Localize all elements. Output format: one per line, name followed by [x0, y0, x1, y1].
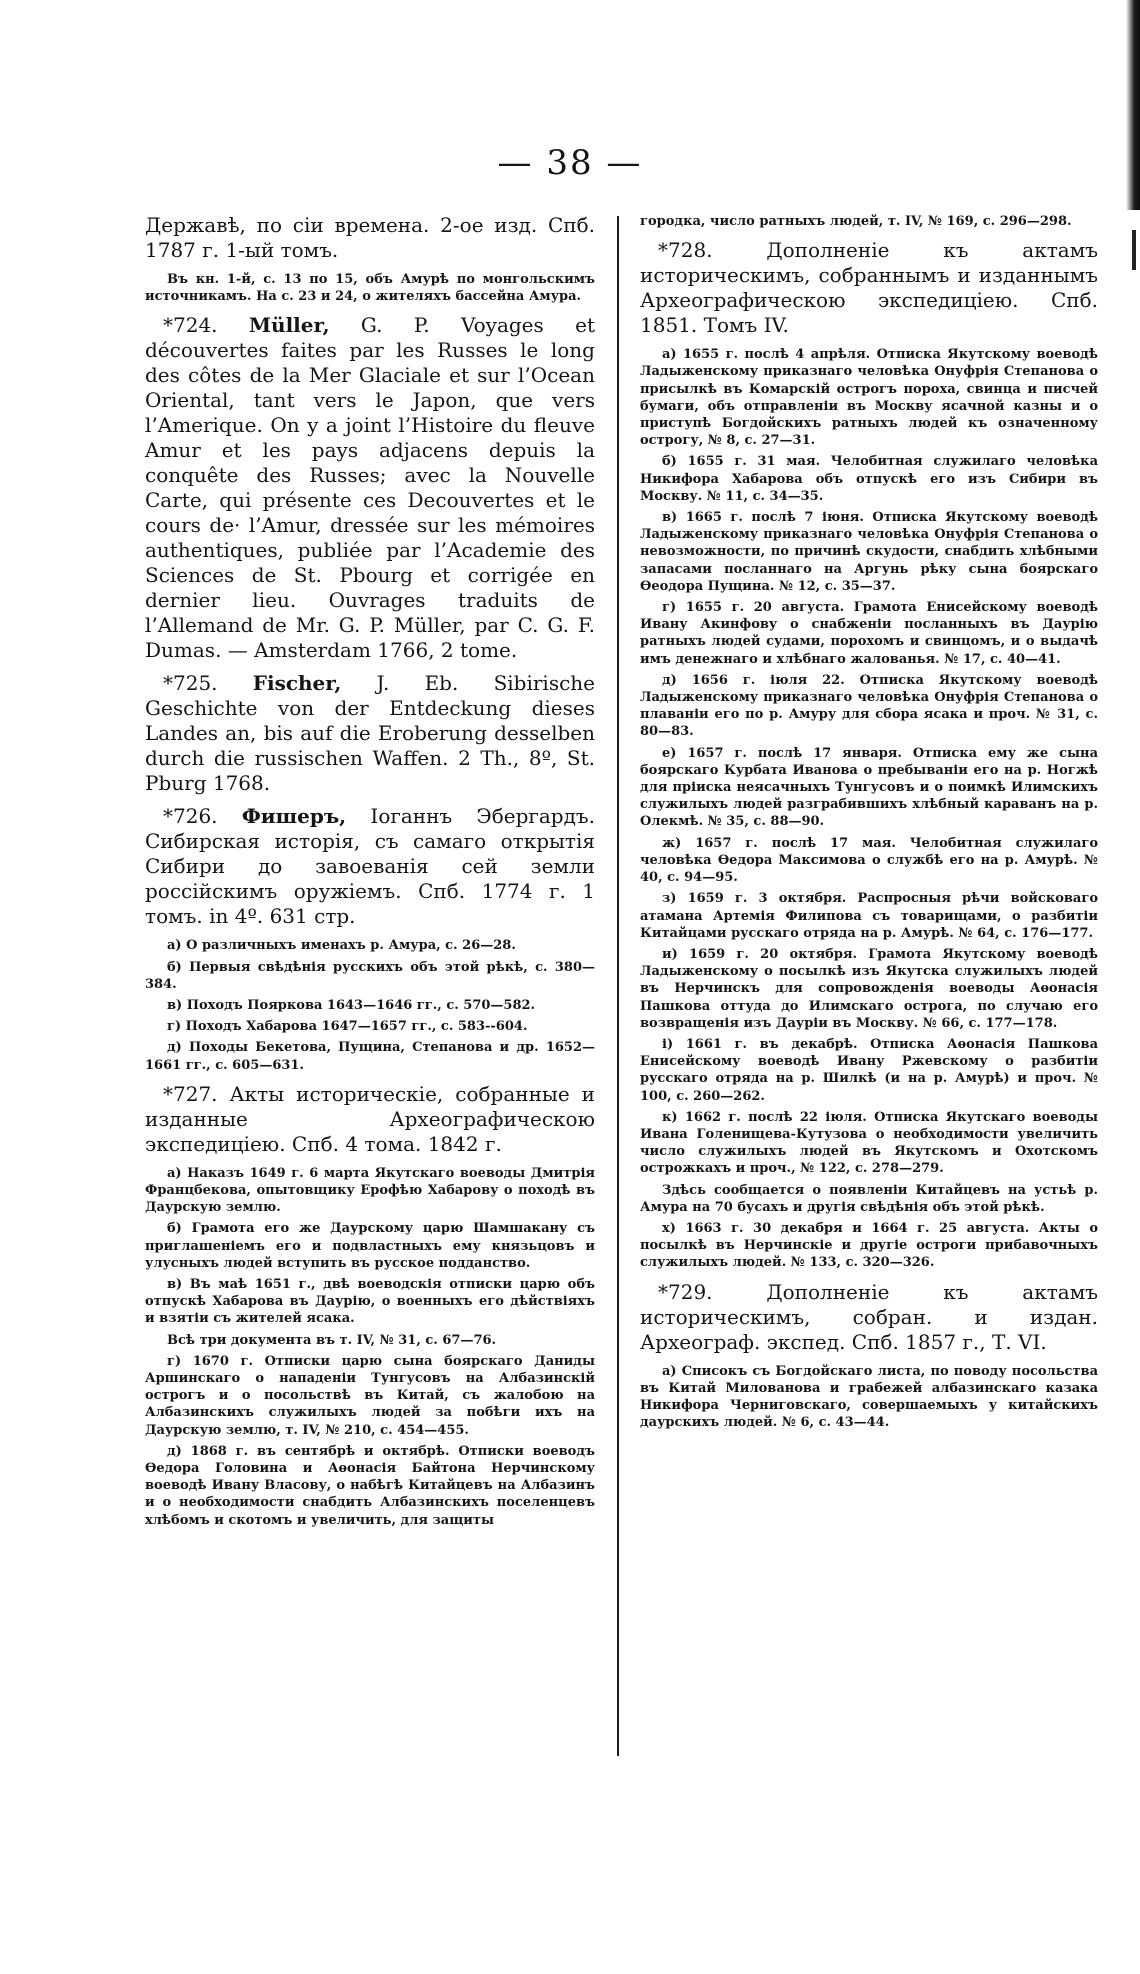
entry-e726d	[145, 1039, 595, 1073]
entry-e728k	[640, 1109, 1098, 1178]
entry-text: Іоганнъ Эбергардъ. Сибирская исторія, съ самаго открытія Сибири до завоеванія сей земли россійскимъ оружіемъ. Спб. 1774 г. 1 томъ. in 4º. 631 стр.	[145, 804, 596, 929]
entry-e727g	[145, 1353, 595, 1439]
entry-e728g	[640, 599, 1098, 668]
entry-text: Акты историческіе, собранные и изданные Археографическою экспедиціею. Спб. 4 тома. 1842 г.	[145, 1081, 596, 1156]
entry-e728i	[640, 946, 1098, 1032]
entry-text: д) 1868 г. въ сентябрѣ и октябрѣ. Отписки воеводъ Ѳедора Головина и Аѳонасія Байтона Нерчинскому воеводѣ Ивану Власову, о набѣгѣ Китайцевъ на Албазинъ и о необходимости снабдить Албазинскихъ поселенцевъ хлѣбомъ и скотомъ и увеличить, для защиты	[145, 1443, 595, 1528]
entry-e728d	[640, 672, 1098, 741]
entry-text: б) Грамота его же Даурскому царю Шамшакану съ приглашеніемъ его и подвластныхъ ему князьцовъ и улусныхъ людей вступить въ русское подданство.	[145, 1221, 595, 1271]
entry-e727v	[145, 1276, 595, 1328]
entry-text: и) 1659 г. 20 октября. Грамота Якутскому воеводѣ Ладыженскому о посылкѣ изъ Якутска служилыхъ людей въ Нерчинскъ для сопровожденія воеводы Аѳонасія Пашкова оттуда до Илимскаго острога, по случаю его возвращенія изъ Дауріи въ Москву. № 66, с. 177—178.	[640, 946, 1098, 1031]
entry-e726g	[145, 1018, 595, 1035]
entry-text: Всѣ три документа въ т. IV, № 31, с. 67—76.	[167, 1332, 497, 1348]
entry-e727d	[145, 1443, 595, 1529]
entry-e728v	[640, 509, 1098, 595]
column-divider	[617, 216, 619, 1756]
entry-text: в) 1665 г. послѣ 7 іюня. Отписка Якутскому воеводѣ Ладыженскому приказнаго человѣка Онуфрія Степанова о невозможности, по причинѣ скудости, снабдить хлѣбными запасами посланнаго на Аргунь рѣку сына боярскаго Ѳеодора Пущина. № 12, с. 35—37.	[640, 510, 1098, 594]
entry-cont-note	[145, 271, 595, 305]
entry-e728z	[640, 890, 1098, 942]
entry-e726	[145, 804, 595, 929]
entry-author: Müller,	[248, 313, 330, 338]
entry-e726v	[145, 997, 595, 1014]
entry-e728e	[640, 745, 1098, 831]
entry-e724	[145, 313, 595, 663]
entry-e728a	[640, 346, 1098, 449]
entry-text: а) Наказъ 1649 г. 6 марта Якутскаго воеводы Дмитрія Францбекова, опытовщику Ерофѣю Хабарову о походѣ въ Даурскую землю.	[145, 1165, 595, 1216]
entry-number: *727.	[163, 1081, 218, 1106]
entry-text: з) 1659 г. 3 октября. Распросныя рѣчи войсковаго атамана Артемія Филипова съ товарищами, о разбитіи Китайцами русскаго отряда на р. Амурѣ. № 64, с. 176—177.	[640, 891, 1098, 941]
entry-text: а) О различныхъ именахъ р. Амура, с. 26—28.	[167, 938, 516, 954]
entry-text: Дополненіе къ актамъ историческимъ, собраннымъ и изданнымъ Археографическою экспедиціею. Спб. 1851. Томъ IV.	[640, 238, 1098, 338]
entry-text: е) 1657 г. послѣ 17 января. Отписка ему же сына боярскаго Курбата Иванова о пребываніи его на р. Ногжѣ для пріиска неясачныхъ Тунгусовъ и о поимкѣ Илимскихъ служилыхъ людей разграбившихъ хлѣбный караванъ на р. Олекмѣ. № 35, с. 88—90.	[640, 745, 1098, 830]
entry-e727b	[145, 1220, 595, 1272]
entry-text: д) 1656 г. іюля 22. Отписка Якутскому воеводѣ Ладыженскому приказнаго человѣка Онуфрія Степанова о плаваніи его по р. Амуру для сбора ясака и проч. № 31, с. 80—83.	[640, 672, 1098, 740]
entry-text: х) 1663 г. 30 декабря и 1664 г. 25 августа. Акты о посылкѣ въ Нерчинскіе и другіе остроги прибавочныхъ служилыхъ людей. № 133, с. 320—326.	[640, 1220, 1098, 1271]
entry-e729a	[640, 1363, 1098, 1432]
entry-text: Въ кн. 1-й, с. 13 по 15, объ Амурѣ по монгольскимъ источникамъ. На с. 23 и 24, о жителяхъ бассейна Амура.	[145, 272, 595, 305]
entry-number: *726.	[163, 804, 218, 829]
left-column	[145, 213, 595, 1537]
entry-text: а) 1655 г. послѣ 4 апрѣля. Отписка Якутскому воеводѣ Ладыженскому приказнаго человѣка Онуфрія Степанова о присылкѣ въ Комарскій острогъ пороха, свинца и писчей бумаги, объ отправленіи въ Москву ясачной казны и о приступѣ Богдойскихъ ратныхъ людей къ означенному острогу, № 8, с. 27—31.	[640, 347, 1098, 449]
entry-text: д) Походы Бекетова, Пущина, Степанова и др. 1652—1661 гг., с. 605—631.	[145, 1040, 595, 1073]
entry-text: в) Походъ Пояркова 1643—1646 гг., с. 570—582.	[167, 998, 536, 1014]
entry-e727a	[145, 1165, 595, 1217]
entry-number: *728.	[658, 238, 713, 263]
entry-text: б) 1655 г. 31 мая. Челобитная служилаго человѣка Никифора Хабарова объ отпускѣ его изъ Сибири въ Москву. № 11, с. 34—35.	[640, 454, 1098, 504]
entry-author: Фишеръ,	[241, 804, 347, 829]
entry-text: а) Списокъ съ Богдойскаго листа, по поводу посольства въ Китай Милованова и грабежей албазинскаго казака Никифора Черниговскаго, совершаемыхъ у китайскихъ даурскихъ людей. № 6, с. 43—44.	[640, 1363, 1098, 1431]
entry-cont-title	[145, 213, 595, 263]
entry-number: *729.	[658, 1279, 713, 1304]
entry-cont-top	[640, 213, 1098, 230]
entry-text: городка, число ратныхъ людей, т. IV, № 169, с. 296—298.	[640, 214, 1072, 229]
entry-e727vsum	[145, 1332, 595, 1349]
right-column	[640, 213, 1098, 1439]
entry-text: ж) 1657 г. послѣ 17 мая. Челобитная служилаго человѣка Ѳедора Максимова о службѣ его на р. Амурѣ. № 40, с. 94—95.	[640, 835, 1098, 886]
entry-text: г) 1670 г. Отписки царю сына боярскаго Даниды Аршинскаго о нападеніи Тунгусовъ на Албазинскій острогъ и о посольствѣ въ Китай, съ жалобою на Албазинскихъ служилыхъ людей за побѣги ихъ на Даурскую землю, т. IV, № 210, с. 454—455.	[145, 1353, 595, 1438]
entry-e727	[145, 1082, 595, 1157]
entry-text: г) 1655 г. 20 августа. Грамота Енисейскому воеводѣ Ивану Акинфову о снабженіи посланныхъ въ Даурію ратныхъ людей судами, порохомъ и свинцомъ, и о выдачѣ имъ денежнаго и хлѣбнаго жалованья. № 17, с. 40—41.	[640, 600, 1098, 667]
entry-e728kh	[640, 1220, 1098, 1272]
entry-e725	[145, 671, 595, 796]
entry-text: б) Первыя свѣдѣнія русскихъ объ этой рѣкѣ, с. 380—384.	[145, 959, 595, 992]
entry-number: *724.	[163, 313, 218, 338]
entry-text: Дополненіе къ актамъ историческимъ, собран. и издан. Археограф. экспед. Спб. 1857 г., Т. VI.	[640, 1279, 1098, 1354]
entry-text: Державѣ, по сіи времена. 2-ое изд. Спб. 1787 г. 1-ый томъ.	[145, 213, 595, 262]
entry-text: G. P. Voyages et découvertes faites par les Russes le long des côtes de la Mer Glaciale et sur l’Ocean Oriental, tant vers le Japon, que vers l’Amerique. On y a joint l’Histoire du fleuve Amur et les pays adjacens depuis la conquête des Russes; avec la Nouvelle Carte, qui présente ces Decouvertes et le cours de· l’Amur, dressée sur les mémoires authentiques, publiée par l’Academie des Sciences de St. Pbourg et corrigée en dernier lieu. Ouvrages traduits de l’Allemand de Mr. G. P. Müller, par C. G. F. Dumas. — Amsterdam 1766, 2 tome.	[145, 313, 595, 663]
entry-author: Fischer,	[252, 671, 342, 696]
entry-e728zh	[640, 835, 1098, 887]
entry-text: г) Походъ Хабарова 1647—1657 гг., с. 583--604.	[167, 1019, 528, 1035]
entry-e728knote	[640, 1182, 1098, 1216]
entry-number: *725.	[163, 671, 218, 696]
page-number: — 38 —	[497, 143, 643, 183]
entry-text: і) 1661 г. въ декабрѣ. Отписка Аѳонасія Пашкова Енисейскому воеводѣ Ивану Ржевскому о разбитіи русскаго отряда на р. Шилкѣ (и на р. Амурѣ) и проч. № 100, с. 260—262.	[640, 1036, 1098, 1104]
entry-text: в) Въ маѣ 1651 г., двѣ воеводскія отписки царю объ отпускѣ Хабарова въ Даурію, о военныхъ его дѣйствіяхъ и взятіи съ жителей ясака.	[145, 1277, 595, 1327]
entry-text: J. Eb. Sibirische Geschichte von der Entdeckung dieses Landes an, bis auf die Eroberung desselben durch die russischen Waffen. 2 Th., 8º, St. Pburg 1768.	[145, 671, 596, 796]
entry-e728i2	[640, 1036, 1098, 1105]
entry-e726a	[145, 937, 595, 954]
entry-e728	[640, 238, 1098, 338]
page-edge-mark	[1132, 230, 1136, 270]
entry-e726b	[145, 959, 595, 993]
entry-text: к) 1662 г. послѣ 22 іюля. Отписка Якутскаго воеводы Ивана Голенищева-Кутузова о необходимости увеличить число служилыхъ людей въ Якутскомъ и Охотскомъ острожкахъ и проч., № 122, с. 278—279.	[640, 1109, 1098, 1177]
entry-e728b	[640, 453, 1098, 505]
entry-text: Здѣсь сообщается о появленіи Китайцевъ на устьѣ р. Амура на 70 бусахъ и другія свѣдѣнія объ этой рѣкѣ.	[640, 1182, 1098, 1215]
entry-e729	[640, 1280, 1098, 1355]
